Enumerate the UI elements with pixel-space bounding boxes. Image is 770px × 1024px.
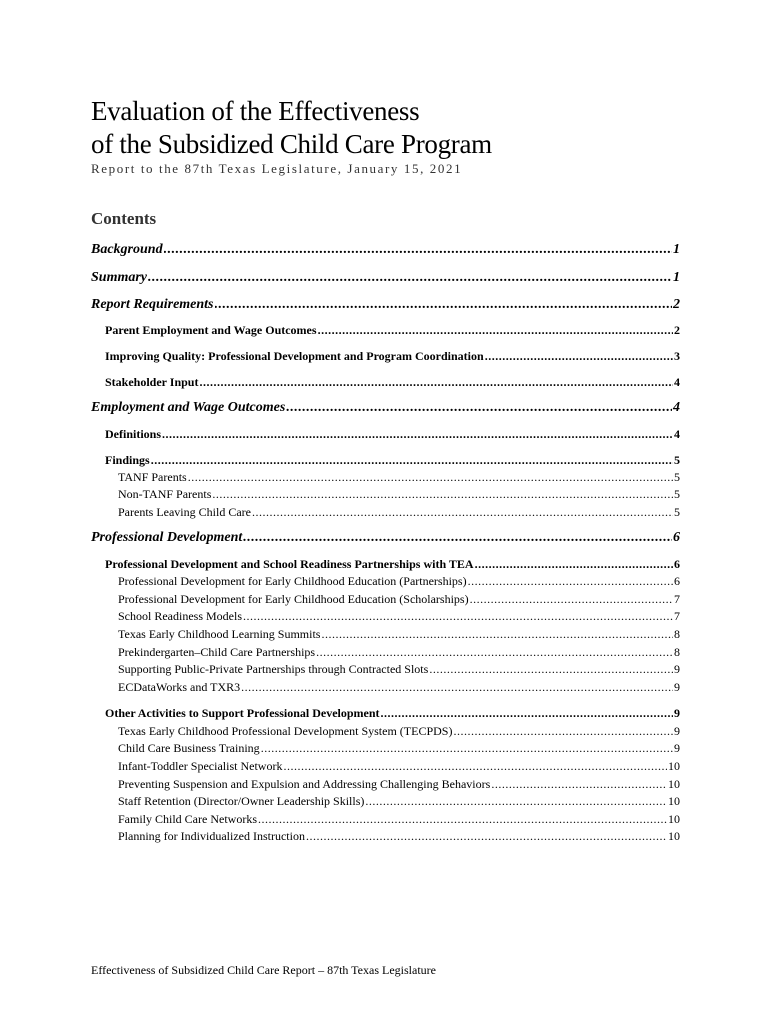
toc-entry-label: Non-TANF Parents	[118, 487, 212, 501]
toc-entry[interactable]	[118, 741, 680, 756]
toc-entry[interactable]	[105, 349, 680, 364]
toc-entry-label: ECDataWorks and TXR3	[118, 680, 241, 694]
toc-entry-page: 5	[674, 487, 680, 501]
toc-entry[interactable]	[118, 724, 680, 739]
toc-entry-label: Parent Employment and Wage Outcomes	[105, 323, 317, 337]
toc-entry-label: Professional Development and School Readiness Partnerships with TEA	[105, 557, 474, 571]
toc-entry-page: 2	[673, 297, 680, 312]
toc-entry-label: Preventing Suspension and Expulsion and Addressing Challenging Behaviors	[118, 777, 491, 791]
toc-entry-label: Child Care Business Training	[118, 741, 260, 755]
toc-entry[interactable]	[105, 375, 680, 390]
toc-entry-page: 7	[674, 609, 680, 623]
toc-entry-page: 8	[674, 627, 680, 641]
toc-entry-label: Summary	[91, 270, 148, 285]
toc-entry-label: School Readiness Models	[118, 609, 242, 623]
toc-entry-page: 4	[674, 427, 680, 441]
toc-entry[interactable]	[118, 487, 680, 502]
toc-leader-dots	[475, 557, 673, 572]
toc-entry-label: Definitions	[105, 427, 162, 441]
toc-entry[interactable]	[105, 323, 680, 338]
toc-entry[interactable]	[118, 505, 680, 520]
toc-entry-label: Stakeholder Input	[105, 375, 199, 389]
toc-entry-page: 4	[673, 400, 680, 415]
toc-entry[interactable]	[91, 297, 680, 313]
toc-entry[interactable]	[118, 645, 680, 660]
toc-entry-page: 3	[674, 349, 680, 363]
toc-entry[interactable]	[91, 270, 680, 286]
toc-leader-dots	[241, 680, 673, 695]
toc-leader-dots	[212, 487, 673, 502]
toc-entry-label: Family Child Care Networks	[118, 812, 257, 826]
toc-entry-page: 8	[674, 645, 680, 659]
toc-entry-page: 10	[668, 794, 680, 808]
document-title	[91, 95, 492, 161]
toc-entry[interactable]	[118, 829, 680, 844]
toc-entry[interactable]	[91, 400, 680, 416]
toc-leader-dots	[162, 427, 673, 442]
toc-entry-page: 4	[674, 375, 680, 389]
toc-leader-dots	[485, 349, 673, 364]
toc-entry-page: 5	[674, 453, 680, 467]
toc-leader-dots	[429, 662, 673, 677]
toc-leader-dots	[283, 759, 667, 774]
toc-entry[interactable]	[118, 662, 680, 677]
toc-leader-dots	[381, 706, 673, 721]
title-line-1: Evaluation of the Effectiveness	[91, 96, 420, 126]
toc-entry-label: Parents Leaving Child Care	[118, 505, 251, 519]
contents-heading: Contents	[91, 209, 157, 228]
toc-leader-dots	[306, 829, 667, 844]
toc-leader-dots	[199, 375, 673, 390]
toc-entry-label: Texas Early Childhood Professional Development System (TECPDS)	[118, 724, 453, 738]
toc-entry[interactable]	[118, 574, 680, 589]
toc-leader-dots	[243, 530, 672, 546]
toc-entry-label: TANF Parents	[118, 470, 187, 484]
toc-entry-label: Planning for Individualized Instruction	[118, 829, 305, 843]
document-subtitle: Report to the 87th Texas Legislature, January 15, 2021	[91, 161, 463, 176]
title-line-2: of the Subsidized Child Care Program	[91, 129, 492, 159]
toc-leader-dots	[365, 794, 667, 809]
toc-entry[interactable]	[91, 242, 680, 258]
toc-entry-page: 10	[668, 759, 680, 773]
toc-leader-dots	[188, 470, 673, 485]
toc-leader-dots	[252, 505, 673, 520]
toc-entry-page: 6	[673, 530, 680, 545]
toc-entry[interactable]	[118, 759, 680, 774]
toc-leader-dots	[258, 812, 667, 827]
toc-leader-dots	[470, 592, 673, 607]
toc-entry-label: Staff Retention (Director/Owner Leadership Skills)	[118, 794, 365, 808]
toc-entry[interactable]	[105, 453, 680, 468]
toc-entry-label: Background	[91, 242, 163, 257]
toc-entry-page: 9	[674, 724, 680, 738]
toc-entry-label: Prekindergarten–Child Care Partnerships	[118, 645, 316, 659]
toc-entry-page: 9	[674, 662, 680, 676]
toc-leader-dots	[318, 323, 673, 338]
toc-leader-dots	[321, 627, 673, 642]
toc-entry-label: Professional Development	[91, 530, 243, 545]
toc-entry-page: 5	[674, 470, 680, 484]
toc-entry[interactable]	[118, 777, 680, 792]
toc-entry-page: 9	[674, 680, 680, 694]
toc-leader-dots	[243, 609, 673, 624]
toc-entry-page: 1	[673, 242, 680, 257]
toc-entry-label: Professional Development for Early Childhood Education (Partnerships)	[118, 574, 467, 588]
toc-entry[interactable]	[118, 794, 680, 809]
toc-entry-page: 6	[674, 557, 680, 571]
toc-entry-page: 6	[674, 574, 680, 588]
page-footer: Effectiveness of Subsidized Child Care Report – 87th Texas Legislature	[91, 963, 436, 977]
toc-leader-dots	[261, 741, 673, 756]
toc-leader-dots	[164, 242, 672, 258]
toc-entry[interactable]	[118, 609, 680, 624]
toc-entry[interactable]	[105, 427, 680, 442]
toc-entry-page: 10	[668, 777, 680, 791]
toc-leader-dots	[468, 574, 673, 589]
toc-leader-dots	[215, 297, 672, 313]
toc-entry-label: Report Requirements	[91, 297, 214, 312]
toc-entry[interactable]	[118, 470, 680, 485]
toc-entry-label: Professional Development for Early Childhood Education (Scholarships)	[118, 592, 469, 606]
toc-entry[interactable]	[105, 557, 680, 572]
toc-entry-page: 2	[674, 323, 680, 337]
toc-entry-label: Texas Early Childhood Learning Summits	[118, 627, 321, 641]
toc-leader-dots	[491, 777, 667, 792]
toc-entry-page: 10	[668, 812, 680, 826]
toc-entry-label: Findings	[105, 453, 150, 467]
toc-leader-dots	[151, 453, 673, 468]
toc-entry-page: 9	[674, 741, 680, 755]
toc-entry-label: Improving Quality: Professional Development and Program Coordination	[105, 349, 484, 363]
toc-entry-page: 1	[673, 270, 680, 285]
toc-entry-label: Other Activities to Support Professional Development	[105, 706, 380, 720]
toc-entry-page: 9	[674, 706, 680, 720]
toc-entry[interactable]	[91, 530, 680, 546]
toc-entry[interactable]	[105, 706, 680, 721]
toc-entry-label: Supporting Public-Private Partnerships through Contracted Slots	[118, 662, 429, 676]
toc-entry[interactable]	[118, 812, 680, 827]
toc-entry[interactable]	[118, 592, 680, 607]
toc-entry-page: 7	[674, 592, 680, 606]
toc-entry[interactable]	[118, 680, 680, 695]
toc-entry[interactable]	[118, 627, 680, 642]
toc-entry-label: Infant-Toddler Specialist Network	[118, 759, 283, 773]
toc-leader-dots	[286, 400, 672, 416]
toc-entry-label: Employment and Wage Outcomes	[91, 400, 286, 415]
toc-leader-dots	[316, 645, 673, 660]
toc-entry-page: 5	[674, 505, 680, 519]
toc-entry-page: 10	[668, 829, 680, 843]
toc-leader-dots	[453, 724, 673, 739]
toc-leader-dots	[148, 270, 672, 286]
